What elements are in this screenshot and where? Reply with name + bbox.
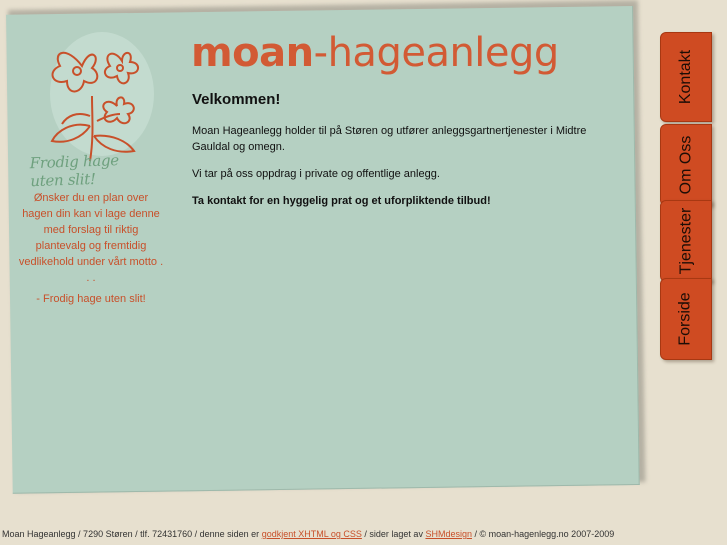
tab-tjenester-label: Tjenester xyxy=(677,207,695,275)
tab-forside[interactable] xyxy=(660,278,712,360)
footer-text-1: Moan Hageanlegg / 7290 Støren / tlf. 72431760 / denne siden er xyxy=(2,529,262,539)
tab-tjenester[interactable] xyxy=(660,200,712,282)
tab-om-oss-label: Om Oss xyxy=(677,135,695,195)
nav-tabs xyxy=(660,32,720,362)
services-paragraph: Vi tar på oss oppdrag i private og offentlige anlegg. xyxy=(192,168,440,180)
footer-text-3: / © moan-hagenlegg.no 2007-2009 xyxy=(471,529,615,539)
logo-tagline: Frodig hage uten slit! xyxy=(29,151,120,191)
site-title-rest: -hageanlegg xyxy=(313,30,559,76)
sidebar-signature: - Frodig hage uten slit! xyxy=(36,293,146,305)
tab-kontakt-label: Kontakt xyxy=(677,49,695,105)
site-title xyxy=(191,30,559,76)
site-title-bold: moan xyxy=(191,30,314,76)
footer-text-2: / sider laget av xyxy=(361,529,426,539)
footer-xhtml-link[interactable]: godkjent XHTML og CSS xyxy=(261,529,362,539)
tab-kontakt[interactable] xyxy=(660,32,712,122)
footer-shmdesign-link[interactable]: SHMdesign xyxy=(425,529,472,539)
contact-cta: Ta kontakt for en hyggelig prat og et uforpliktende tilbud! xyxy=(192,195,491,207)
intro-paragraph: Moan Hageanlegg holder til på Støren og utfører anleggsgartnertjenester i Midtre Gauldal og omegn. xyxy=(192,125,587,153)
tab-om-oss[interactable] xyxy=(660,124,712,206)
tab-forside-label: Forside xyxy=(677,292,695,346)
footer xyxy=(2,529,614,539)
page-heading: Velkommen! xyxy=(192,91,281,108)
sidebar-intro-text: Ønsker du en plan over hagen din kan vi lage denne med forslag til riktig plantevalg og fremtidig vedlikehold under vårt motto . . . xyxy=(18,192,164,284)
main-content xyxy=(192,91,622,220)
